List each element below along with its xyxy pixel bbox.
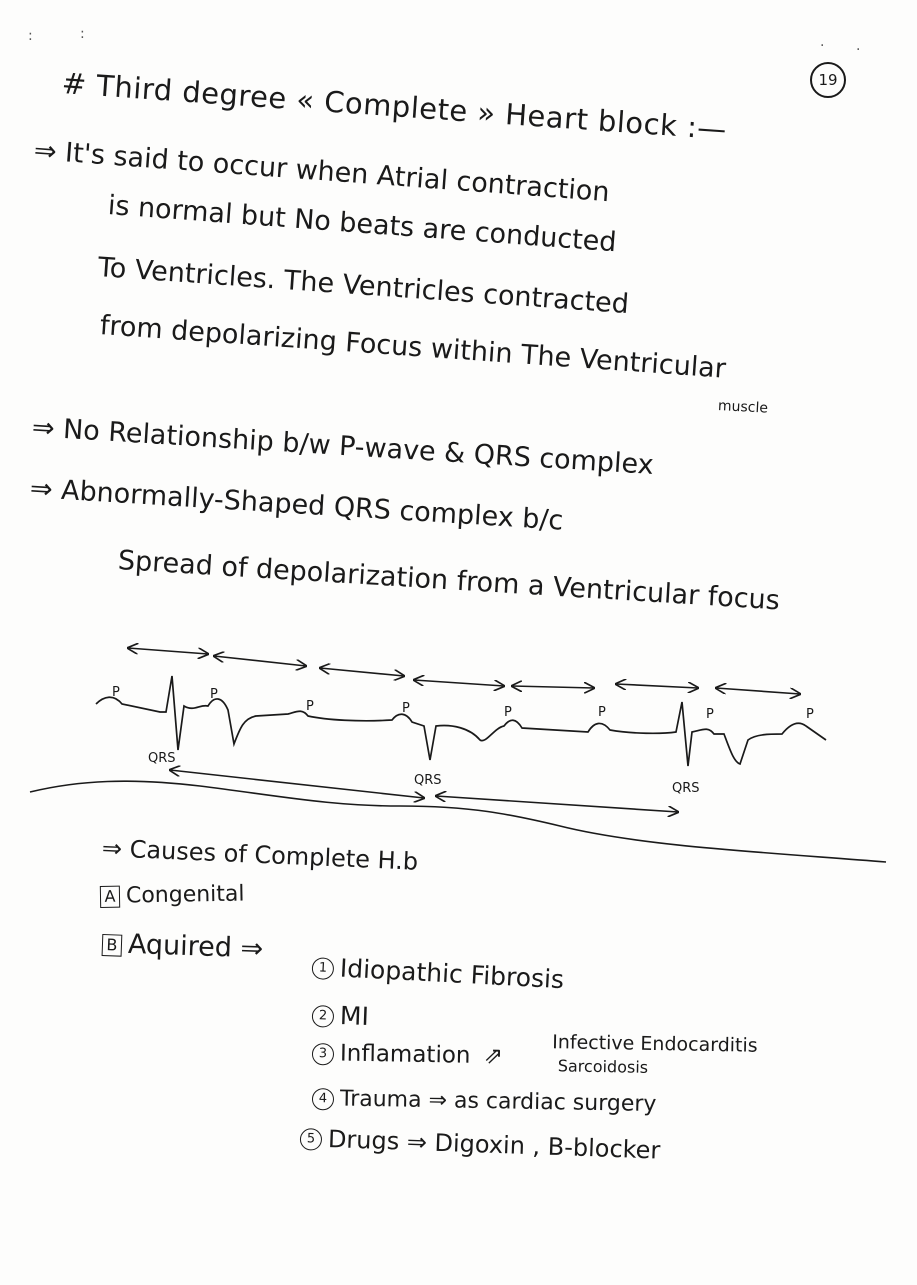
- svg-text:P: P: [402, 701, 410, 716]
- definition-line-4: from depolarizing Focus within The Ventricular: [98, 310, 727, 385]
- acquired-cause-2: 2 MI: [311, 1000, 369, 1031]
- svg-text:P: P: [210, 687, 218, 702]
- cause-a: [100, 881, 245, 909]
- p-labels: [112, 685, 814, 722]
- scan-speck: :: [80, 26, 85, 42]
- number-circle: 3: [312, 1043, 334, 1065]
- definition-line-5: muscle: [717, 398, 769, 417]
- svg-text:P: P: [706, 707, 714, 722]
- definition-line-3: To Ventricles. The Ventricles contracted: [96, 252, 630, 321]
- ecg-trace: [96, 676, 826, 766]
- definition-line-1: ⇒ It's said to occur when Atrial contraction: [32, 135, 611, 209]
- letter-box-b: B: [102, 934, 123, 957]
- cause-b-text: Aquired ⇒: [127, 928, 264, 965]
- acquired-cause-4: 4 Trauma ⇒ as cardiac surgery: [312, 1086, 657, 1117]
- number-circle: 4: [312, 1088, 334, 1110]
- acquired-cause-1: 1 Idiopathic Fibrosis: [311, 952, 565, 994]
- relationship-line: ⇒ No Relationship b/w P-wave & QRS complex: [31, 412, 655, 481]
- svg-text:QRS: QRS: [414, 773, 442, 788]
- svg-text:P: P: [504, 705, 512, 720]
- definition-line-2: is normal but No beats are conducted: [106, 190, 618, 259]
- svg-text:P: P: [112, 685, 120, 700]
- number-circle: 5: [300, 1128, 323, 1151]
- svg-text:QRS: QRS: [148, 751, 176, 766]
- causes-heading: ⇒ Causes of Complete H.b: [101, 834, 419, 876]
- cause-a-text: Congenital: [125, 881, 245, 909]
- number-circle: 2: [312, 1005, 335, 1028]
- svg-text:QRS: QRS: [672, 781, 700, 796]
- scan-speck: .: [856, 38, 861, 54]
- letter-box-a: A: [100, 886, 120, 908]
- scan-speck: :: [28, 28, 33, 44]
- svg-text:P: P: [306, 699, 314, 714]
- number-circle: 1: [311, 957, 334, 980]
- scan-speck: .: [820, 34, 825, 50]
- branch-arrows: ⇗: [483, 1043, 504, 1070]
- cause-b: [101, 928, 263, 965]
- svg-text:P: P: [598, 705, 606, 720]
- acquired-cause-3: 3 Inflamation ⇗ Infective Endocarditis Sarcoidosis: [312, 1040, 504, 1069]
- p-wave-intervals: [128, 648, 800, 694]
- page-number: 19: [810, 62, 846, 98]
- acquired-cause-5: 5 Drugs ⇒ Digoxin , B-blocker: [300, 1124, 661, 1165]
- page-title: # Third degree « Complete » Heart block :—: [60, 66, 728, 147]
- svg-text:P: P: [806, 707, 814, 722]
- spread-line: Spread of depolarization from a Ventricular focus: [117, 545, 781, 617]
- inflammation-branches: Infective Endocarditis Sarcoidosis: [552, 1031, 758, 1077]
- qrs-shape-line: ⇒ Abnormally-Shaped QRS complex b/c: [29, 473, 565, 537]
